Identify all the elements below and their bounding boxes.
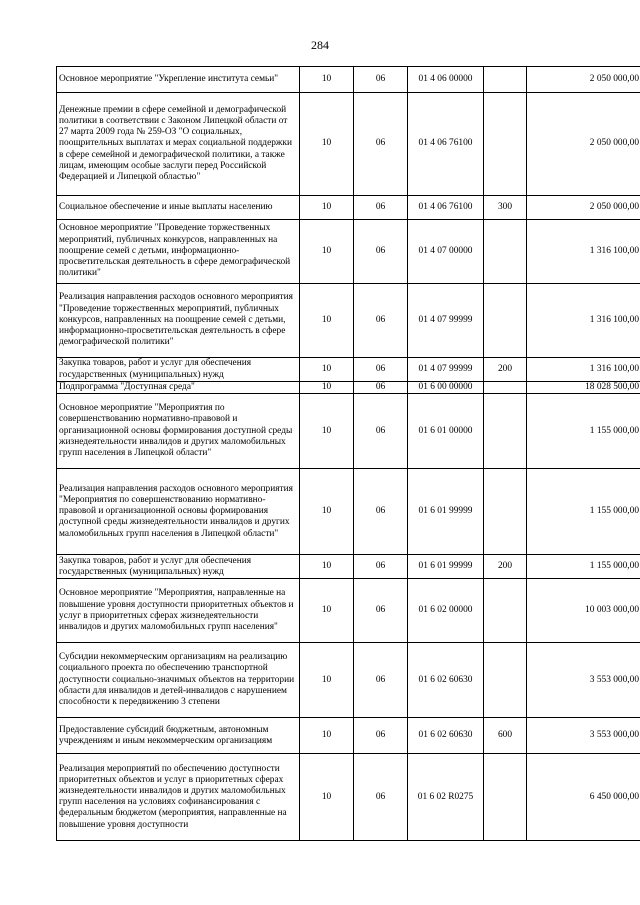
expense-type-cell [484, 220, 527, 284]
subsection-code-cell: 06 [354, 196, 408, 220]
target-article-cell: 01 4 07 99999 [408, 284, 484, 358]
table-row [57, 555, 640, 579]
row-name-cell: Основное мероприятие "Мероприятия, направленные на повышение уровня доступности приоритетных объектов и услуг в приоритетных сферах жизнедеятельности инвалидов и других маломобильных групп населения" [57, 579, 300, 643]
table-row [57, 469, 640, 555]
subsection-code-cell: 06 [354, 358, 408, 382]
amount-cell: 1 316 100,00 [527, 284, 640, 358]
target-article-cell: 01 6 02 R0275 [408, 754, 484, 841]
subsection-code-cell: 06 [354, 284, 408, 358]
section-code-cell: 10 [300, 754, 354, 841]
expense-type-cell: 300 [484, 196, 527, 220]
table-row [57, 284, 640, 358]
target-article-cell: 01 6 01 00000 [408, 394, 484, 469]
target-article-cell: 01 4 07 99999 [408, 358, 484, 382]
amount-cell: 1 316 100,00 [527, 220, 640, 284]
subsection-code-cell: 06 [354, 220, 408, 284]
amount-cell: 10 003 000,00 [527, 579, 640, 643]
target-article-cell: 01 6 01 99999 [408, 469, 484, 555]
subsection-code-cell: 06 [354, 67, 408, 93]
table-row [57, 93, 640, 196]
table-row [57, 67, 640, 93]
amount-cell: 3 553 000,00 [527, 643, 640, 718]
target-article-cell: 01 6 02 60630 [408, 643, 484, 718]
row-name-cell: Закупка товаров, работ и услуг для обеспечения государственных (муниципальных) нужд [57, 358, 300, 382]
section-code-cell: 10 [300, 579, 354, 643]
target-article-cell: 01 6 01 99999 [408, 555, 484, 579]
section-code-cell: 10 [300, 555, 354, 579]
row-name-cell: Социальное обеспечение и иные выплаты населению [57, 196, 300, 220]
table-row [57, 382, 640, 394]
expense-type-cell [484, 579, 527, 643]
amount-cell: 6 450 000,00 [527, 754, 640, 841]
expense-type-cell [484, 93, 527, 196]
subsection-code-cell: 06 [354, 382, 408, 394]
section-code-cell: 10 [300, 394, 354, 469]
amount-cell: 18 028 500,00 [527, 382, 640, 394]
target-article-cell: 01 6 02 60630 [408, 718, 484, 754]
row-name-cell: Предоставление субсидий бюджетным, автономным учреждениям и иным некоммерческим организациям [57, 718, 300, 754]
section-code-cell: 10 [300, 284, 354, 358]
section-code-cell: 10 [300, 718, 354, 754]
expense-type-cell [484, 469, 527, 555]
table-row [57, 754, 640, 841]
section-code-cell: 10 [300, 196, 354, 220]
table-row [57, 643, 640, 718]
table-row [57, 196, 640, 220]
subsection-code-cell: 06 [354, 93, 408, 196]
row-name-cell: Основное мероприятие "Укрепление института семьи" [57, 67, 300, 93]
expense-type-cell: 200 [484, 555, 527, 579]
row-name-cell: Основное мероприятие "Проведение торжественных мероприятий, публичных конкурсов, направленных на поощрение семей с детьми, информационно-просветительская деятельность в сфере демографической политики" [57, 220, 300, 284]
section-code-cell: 10 [300, 469, 354, 555]
subsection-code-cell: 06 [354, 469, 408, 555]
subsection-code-cell: 06 [354, 643, 408, 718]
subsection-code-cell: 06 [354, 754, 408, 841]
table-row [57, 358, 640, 382]
section-code-cell: 10 [300, 643, 354, 718]
section-code-cell: 10 [300, 382, 354, 394]
section-code-cell: 10 [300, 67, 354, 93]
table-row [57, 394, 640, 469]
amount-cell: 3 553 000,00 [527, 718, 640, 754]
expense-type-cell [484, 643, 527, 718]
amount-cell: 2 050 000,00 [527, 196, 640, 220]
subsection-code-cell: 06 [354, 394, 408, 469]
expense-type-cell [484, 382, 527, 394]
budget-table [56, 66, 640, 841]
amount-cell: 1 316 100,00 [527, 358, 640, 382]
amount-cell: 1 155 000,00 [527, 394, 640, 469]
amount-cell: 1 155 000,00 [527, 555, 640, 579]
subsection-code-cell: 06 [354, 555, 408, 579]
target-article-cell: 01 4 06 76100 [408, 93, 484, 196]
amount-cell: 1 155 000,00 [527, 469, 640, 555]
row-name-cell: Реализация направления расходов основного мероприятия "Мероприятия по совершенствованию нормативно-правовой и организационной основы формирования доступной среды жизнедеятельности инвалидов и других маломобильных групп населения в Липецкой области" [57, 469, 300, 555]
row-name-cell: Основное мероприятие "Мероприятия по совершенствованию нормативно-правовой и организационной основы формирования доступной среды жизнедеятельности инвалидов и других маломобильных групп населения в Липецкой области" [57, 394, 300, 469]
expense-type-cell [484, 284, 527, 358]
target-article-cell: 01 4 07 00000 [408, 220, 484, 284]
expense-type-cell [484, 394, 527, 469]
row-name-cell: Подпрограмма "Доступная среда" [57, 382, 300, 394]
table-row [57, 220, 640, 284]
budget-table-body [57, 67, 640, 841]
table-row [57, 718, 640, 754]
row-name-cell: Субсидии некоммерческим организациям на реализацию социального проекта по обеспечению транспортной доступности социально-значимых объектов на территории области для инвалидов и детей-инвалидов с нарушением способности к передвижению 3 степени [57, 643, 300, 718]
section-code-cell: 10 [300, 220, 354, 284]
expense-type-cell: 200 [484, 358, 527, 382]
target-article-cell: 01 4 06 00000 [408, 67, 484, 93]
row-name-cell: Закупка товаров, работ и услуг для обеспечения государственных (муниципальных) нужд [57, 555, 300, 579]
expense-type-cell: 600 [484, 718, 527, 754]
section-code-cell: 10 [300, 93, 354, 196]
amount-cell: 2 050 000,00 [527, 93, 640, 196]
row-name-cell: Реализация направления расходов основного мероприятия "Проведение торжественных мероприятий, публичных конкурсов, направленных на поощрение семей с детьми, информационно-просветительская деятельность в сфере демографической политики" [57, 284, 300, 358]
page-number: 284 [311, 38, 329, 52]
row-name-cell: Денежные премии в сфере семейной и демографической политики в соответствии с Законом Липецкой области от 27 марта 2009 года № 259-ОЗ "О социальных, поощрительных выплатах и мерах социальной поддержки в сфере семейной и демографической политики, а также лицам, имеющим особые заслуги перед Российской Федерацией и Липецкой областью" [57, 93, 300, 196]
target-article-cell: 01 4 06 76100 [408, 196, 484, 220]
expense-type-cell [484, 754, 527, 841]
subsection-code-cell: 06 [354, 718, 408, 754]
subsection-code-cell: 06 [354, 579, 408, 643]
section-code-cell: 10 [300, 358, 354, 382]
table-row [57, 579, 640, 643]
expense-type-cell [484, 67, 527, 93]
amount-cell: 2 050 000,00 [527, 67, 640, 93]
target-article-cell: 01 6 02 00000 [408, 579, 484, 643]
row-name-cell: Реализация мероприятий по обеспечению доступности приоритетных объектов и услуг в приоритетных сферах жизнедеятельности инвалидов и других маломобильных групп населения на условиях софинансирования с федеральным бюджетом (мероприятия, направленные на повышение уровня доступности [57, 754, 300, 841]
target-article-cell: 01 6 00 00000 [408, 382, 484, 394]
